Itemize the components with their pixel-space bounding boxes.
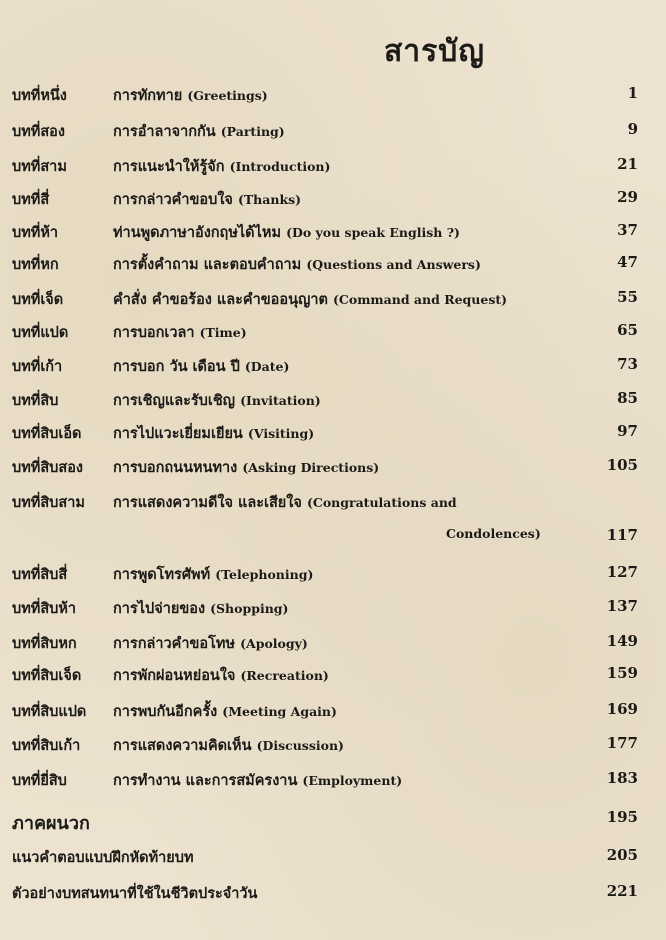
chapter-label: บทที่สิบ — [12, 393, 59, 409]
chapter-label: บทที่สิบเอ็ด — [12, 426, 82, 442]
chapter-title — [113, 422, 314, 445]
toc-row — [0, 563, 666, 589]
page-number: 21 — [617, 155, 638, 173]
title-thai: การไปจ่ายของ — [113, 601, 206, 617]
page-number: 205 — [606, 846, 638, 864]
chapter-title — [113, 253, 481, 276]
title-english: (Employment) — [302, 773, 403, 788]
chapter-title — [113, 456, 379, 479]
toc-row — [0, 769, 666, 795]
page-number: 85 — [617, 389, 638, 407]
chapter-title — [113, 664, 329, 687]
page-number: 159 — [606, 664, 638, 682]
chapter-label: บทที่ห้า — [12, 225, 59, 241]
chapter-title — [113, 188, 301, 211]
page-number: 55 — [617, 288, 638, 306]
title-english: (Time) — [199, 325, 247, 340]
page-number: 221 — [606, 882, 638, 900]
toc-row — [0, 734, 666, 760]
title-thai: การบอก วัน เดือน ปี — [113, 359, 240, 375]
page-number: 183 — [606, 769, 638, 787]
title-thai: การพักผ่อนหย่อนใจ — [113, 668, 236, 684]
chapter-label: บทที่แปด — [12, 325, 69, 341]
toc-row-appendix — [0, 808, 666, 834]
toc-row — [0, 188, 666, 214]
appendix-label: ภาคผนวก — [12, 813, 90, 834]
chapter-label: บทที่สิบสอง — [12, 460, 84, 476]
chapter-title — [113, 632, 308, 655]
chapter-title — [113, 563, 313, 586]
title-thai: ท่านพูดภาษาอังกฤษได้ไหม — [113, 225, 282, 241]
title-english: (Asking Directions) — [242, 460, 380, 475]
title-english: (Congratulations and — [306, 495, 457, 510]
page-number: 195 — [606, 808, 638, 826]
chapter-label: บทที่สิบเจ็ด — [12, 668, 82, 684]
page-number: 9 — [627, 120, 638, 138]
chapter-title — [113, 321, 247, 344]
toc-row — [0, 288, 666, 314]
chapter-label: บทที่สิบแปด — [12, 704, 87, 720]
title-thai: การกล่าวคำขอบใจ — [113, 192, 233, 208]
appendix-label: ตัวอย่างบทสนทนาที่ใช้ในชีวิตประจำวัน — [12, 886, 258, 902]
title-thai: การทำงาน และการสมัครงาน — [113, 773, 298, 789]
title-english: (Discussion) — [256, 738, 344, 753]
chapter-title — [113, 700, 337, 723]
chapter-title — [113, 389, 321, 412]
page-number: 29 — [617, 188, 638, 206]
chapter-label: บทที่สิบสาม — [12, 495, 85, 511]
chapter-title — [113, 597, 288, 620]
toc-row — [0, 355, 666, 381]
toc-row-appendix — [0, 846, 666, 872]
page-number: 149 — [606, 632, 638, 650]
chapter-label: บทที่สิบห้า — [12, 601, 77, 617]
title-thai: การไปแวะเยี่ยมเยียน — [113, 426, 243, 442]
title-english: (Visiting) — [247, 426, 315, 441]
title-thai: การทักทาย — [113, 88, 183, 104]
title-thai: คำสั่ง คำขอร้อง และคำขออนุญาต — [113, 292, 328, 308]
page-number: 127 — [606, 563, 638, 581]
page-number: 73 — [617, 355, 638, 373]
chapter-label: บทที่สิบเก้า — [12, 738, 81, 754]
title-english: (Invitation) — [240, 393, 321, 408]
title-thai: การแนะนำให้รู้จัก — [113, 159, 225, 175]
chapter-label: บทที่สิบหก — [12, 636, 77, 652]
toc-row — [0, 253, 666, 279]
page-number: 47 — [617, 253, 638, 271]
appendix-label: แนวคำตอบแบบฝึกหัดท้ายบท — [12, 850, 194, 866]
title-english: (Introduction) — [229, 159, 331, 174]
chapter-label: บทที่สาม — [12, 159, 67, 175]
title-english: (Questions and Answers) — [306, 257, 481, 272]
toc-row — [0, 456, 666, 482]
page-number: 177 — [606, 734, 638, 752]
toc-row — [0, 422, 666, 448]
continuation-text: Condolences) — [446, 526, 541, 541]
title-thai: การเชิญและรับเชิญ — [113, 393, 236, 409]
toc-row — [0, 597, 666, 623]
chapter-title — [113, 355, 289, 378]
title-english: (Date) — [244, 359, 290, 374]
page-number: 65 — [617, 321, 638, 339]
title-english: (Telephoning) — [215, 567, 314, 582]
chapter-label: บทที่ยี่สิบ — [12, 773, 67, 789]
toc-row — [0, 84, 666, 110]
page-number: 137 — [606, 597, 638, 615]
title-thai: การแสดงความดีใจ และเสียใจ — [113, 495, 302, 511]
chapter-title — [113, 288, 507, 311]
title-english: (Greetings) — [187, 88, 268, 103]
page-number: 105 — [606, 456, 638, 474]
title-thai: การพูดโทรศัพท์ — [113, 567, 211, 583]
chapter-label: บทที่เก้า — [12, 359, 63, 375]
chapter-label: บทที่หนึ่ง — [12, 88, 67, 104]
toc-row — [0, 700, 666, 726]
title-thai: การกล่าวคำขอโทษ — [113, 636, 236, 652]
toc-row — [0, 491, 666, 517]
chapter-title — [113, 120, 285, 143]
title-english: (Apology) — [240, 636, 308, 651]
page-number: 117 — [606, 526, 638, 544]
title-english: (Parting) — [220, 124, 285, 139]
page-title: สารบัญ — [384, 34, 485, 69]
toc-row — [0, 321, 666, 347]
chapter-title — [113, 84, 268, 107]
chapter-title — [113, 769, 402, 792]
chapter-title — [113, 734, 344, 757]
chapter-label: บทที่หก — [12, 257, 59, 273]
toc-row — [0, 664, 666, 690]
chapter-title — [113, 155, 330, 178]
title-thai: การบอกเวลา — [113, 325, 195, 341]
title-thai: การแสดงความคิดเห็น — [113, 738, 252, 754]
title-thai: การบอกถนนหนทาง — [113, 460, 238, 476]
title-english: (Thanks) — [237, 192, 302, 207]
page-number: 1 — [627, 84, 638, 102]
toc-row-continuation — [0, 526, 666, 552]
toc-row — [0, 632, 666, 658]
toc-row-appendix — [0, 882, 666, 908]
page-number: 169 — [606, 700, 638, 718]
title-english: (Recreation) — [240, 668, 329, 683]
chapter-label: บทที่สี่ — [12, 192, 50, 208]
toc-row — [0, 155, 666, 181]
title-thai: การอำลาจากกัน — [113, 124, 216, 140]
toc-row — [0, 221, 666, 247]
chapter-label: บทที่สิบสี่ — [12, 567, 68, 583]
chapter-label: บทที่เจ็ด — [12, 292, 64, 308]
chapter-title — [113, 221, 460, 244]
page-number: 97 — [617, 422, 638, 440]
title-english: (Do you speak English ?) — [286, 225, 460, 240]
title-english: (Command and Request) — [333, 292, 508, 307]
toc-row — [0, 389, 666, 415]
title-thai: การพบกันอีกครั้ง — [113, 704, 218, 720]
toc-row — [0, 120, 666, 146]
chapter-label: บทที่สอง — [12, 124, 65, 140]
title-thai: การตั้งคำถาม และตอบคำถาม — [113, 257, 302, 273]
page-number: 37 — [617, 221, 638, 239]
chapter-title — [113, 491, 457, 514]
title-english: (Meeting Again) — [222, 704, 337, 719]
title-english: (Shopping) — [210, 601, 289, 616]
